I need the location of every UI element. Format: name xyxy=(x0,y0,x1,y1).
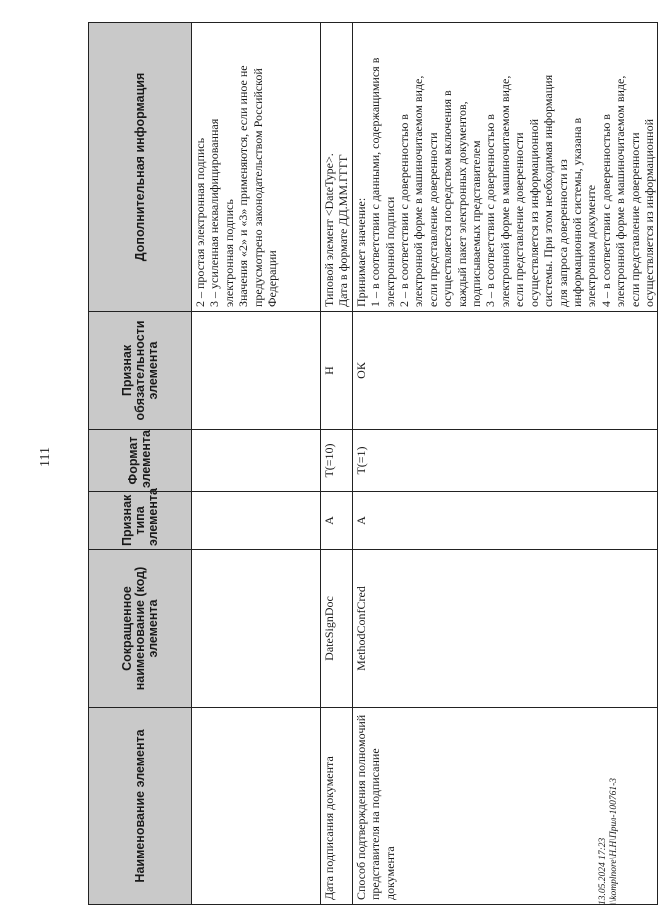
print-stamp xyxy=(598,778,620,905)
info-line: электронная подпись xyxy=(221,199,236,307)
info-line: предусмотрено законодательством Российской xyxy=(250,68,265,307)
info-line: если представление доверенности xyxy=(627,132,642,307)
elements-table xyxy=(88,22,658,905)
cell-format xyxy=(192,430,321,492)
info-line: подписываемых представителем xyxy=(469,140,484,307)
header-additional-info: Дополнительная информация xyxy=(89,23,192,312)
info-line: электронной форме в машиночитаемом виде, xyxy=(613,75,628,307)
table-row xyxy=(352,23,658,905)
cell-name: Способ подтверждения полномочий представителя на подписание документа xyxy=(352,708,658,905)
info-line: 3 – в соответствии с доверенностью в xyxy=(483,114,498,307)
info-line: каждый пакет электронных документов, xyxy=(454,101,469,307)
header-element-required: Признак обязательности элемента xyxy=(89,312,192,430)
info-line: 4 – в соответствии с доверенностью в xyxy=(598,114,613,307)
cell-format: T(=10) xyxy=(321,430,353,492)
info-line: электронном документе xyxy=(584,184,599,307)
cell-format: T(=1) xyxy=(352,430,658,492)
info-line: для запроса доверенности из xyxy=(555,159,570,307)
cell-required: Н xyxy=(321,312,353,430)
cell-required: ОК xyxy=(352,312,658,430)
info-line: электронной подписи xyxy=(382,196,397,307)
cell-info xyxy=(321,23,353,312)
cell-code xyxy=(192,550,321,708)
info-line: Дата в формате ДД.ММ.ГГГГ xyxy=(336,154,351,307)
page-number: 111 xyxy=(38,447,53,467)
cell-type xyxy=(192,492,321,550)
header-element-format: Формат элемента xyxy=(89,430,192,492)
info-line: если представление доверенности xyxy=(512,132,527,307)
info-line: 3 – усиленная неквалифицированная xyxy=(207,118,222,307)
info-line: Принимает значение: xyxy=(353,197,368,307)
info-line: Типовой элемент <DateType>. xyxy=(322,153,336,307)
info-line: осуществляется посредством включения в xyxy=(440,90,455,307)
cell-name xyxy=(192,708,321,905)
cell-required xyxy=(192,312,321,430)
table-row xyxy=(321,23,353,905)
info-line: 1 – в соответствии с данными, содержащимися в xyxy=(368,57,383,307)
info-line: электронной форме в машиночитаемом виде, xyxy=(497,75,512,307)
info-line: 2 – простая электронная подпись xyxy=(193,137,207,307)
table-row xyxy=(192,23,321,905)
header-element-code: Сокращенное наименование (код) элемента xyxy=(89,550,192,708)
cell-type: A xyxy=(352,492,658,550)
info-line: осуществляется из информационной xyxy=(641,118,656,307)
cell-name: Дата подписания документа xyxy=(321,708,353,905)
info-line: осуществляется из информационной xyxy=(526,118,541,307)
table-header-row xyxy=(89,23,192,905)
cell-code: MethodConfCred xyxy=(352,550,658,708)
info-line: Значения «2» и «3» применяются, если иное не xyxy=(236,65,251,307)
cell-type: A xyxy=(321,492,353,550)
info-line: электронной форме в машиночитаемом виде, xyxy=(411,75,426,307)
info-line: системы. При этом необходимая информация xyxy=(541,74,556,307)
cell-info xyxy=(192,23,321,312)
cell-info xyxy=(352,23,658,312)
stamp-date: 13.05.2024 17:23 xyxy=(598,837,608,905)
info-line: если представление доверенности xyxy=(425,132,440,307)
info-line: информационной системы, указана в xyxy=(569,117,584,307)
info-line: 2 – в соответствии с доверенностью в xyxy=(397,114,412,307)
cell-code: DateSignDoc xyxy=(321,550,353,708)
info-line: Федерации xyxy=(265,250,280,307)
header-element-type: Признак типа элемента xyxy=(89,492,192,550)
stamp-path: \\komplnore\Н.Н\Прил-100761-3 xyxy=(609,777,619,905)
header-element-name: Наименование элемента xyxy=(89,708,192,905)
